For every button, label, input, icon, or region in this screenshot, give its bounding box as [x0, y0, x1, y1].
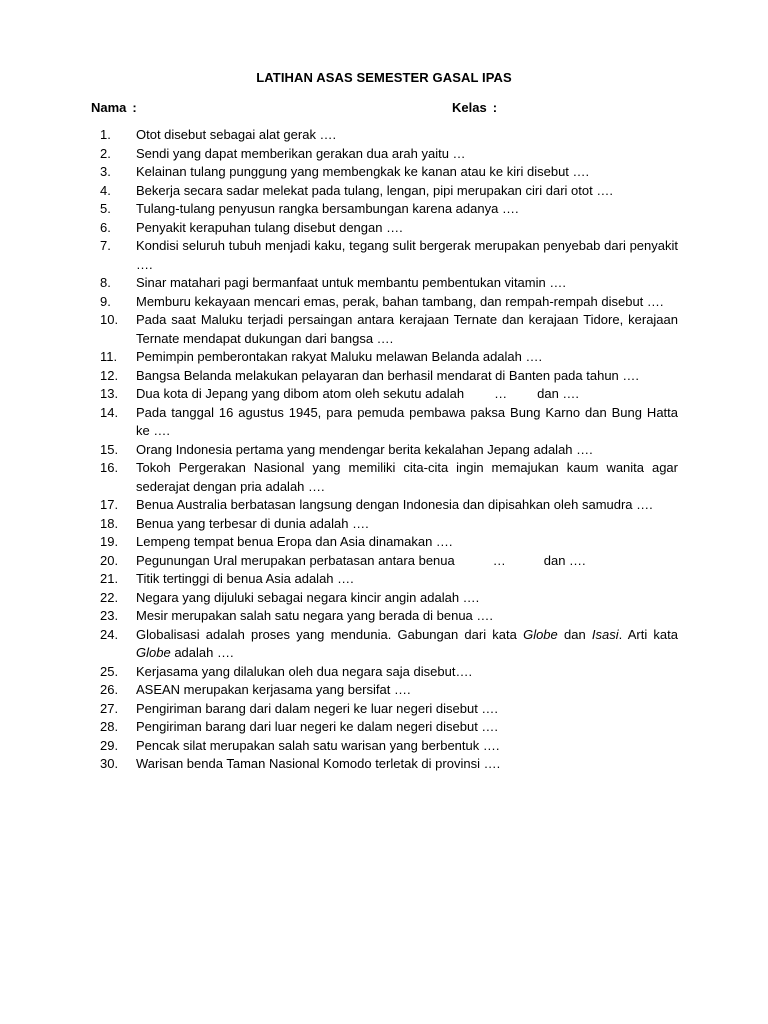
question-text: Mesir merupakan salah satu negara yang berada di benua …. [136, 608, 493, 623]
question-number: 15. [100, 441, 119, 457]
question-item [100, 237, 678, 274]
question-text: Negara yang dijuluki sebagai negara kincir angin adalah …. [136, 589, 480, 605]
name-field [91, 100, 137, 115]
question-text: Kerjasama yang dilalukan oleh dua negara saja disebut…. [136, 663, 473, 679]
question-text: Orang Indonesia pertama yang mendengar berita kekalahan Jepang adalah …. [136, 441, 593, 457]
question-item [100, 737, 678, 756]
name-label: Nama [91, 100, 127, 115]
question-blank: … [492, 552, 506, 568]
question-text: Pemimpin pemberontakan rakyat Maluku melawan Belanda adalah …. [136, 349, 543, 364]
question-item [100, 348, 678, 367]
class-label: Kelas [452, 100, 487, 115]
question-number: 10. [100, 312, 119, 327]
question-blank: … [494, 386, 508, 401]
question-number: 3. [100, 164, 111, 179]
question-item [100, 533, 678, 552]
question-item [100, 459, 678, 496]
question-item [100, 274, 678, 293]
question-number: 26. [100, 682, 119, 697]
question-number: 1. [100, 127, 111, 142]
question-text: Warisan benda Taman Nasional Komodo terletak di provinsi …. [136, 756, 501, 771]
question-number: 23. [100, 608, 119, 623]
question-term: Isasi [591, 626, 619, 642]
question-text: Titik tertinggi di benua Asia adalah …. [136, 571, 354, 586]
question-item [100, 496, 678, 515]
question-number: 7. [100, 238, 111, 253]
question-text-part: dan …. [537, 386, 580, 401]
question-number: 25. [100, 663, 119, 679]
question-number: 5. [100, 201, 111, 216]
question-text: Benua yang terbesar di dunia adalah …. [136, 515, 369, 531]
question-item [100, 182, 678, 201]
question-item [100, 515, 678, 534]
question-number: 6. [100, 219, 111, 235]
question-number: 11. [100, 349, 118, 364]
question-text: Bangsa Belanda melakukan pelayaran dan berhasil mendarat di Banten pada tahun …. [136, 367, 640, 383]
question-text: Pada tanggal 16 agustus 1945, para pemuda pembawa paksa Bung Karno dan Bung Hatta ke …. [136, 404, 678, 438]
question-item [100, 404, 678, 441]
question-item [100, 163, 678, 182]
question-text-part: Dua kota di Jepang yang dibom atom oleh sekutu adalah [136, 386, 465, 401]
question-item [100, 385, 678, 404]
question-text [136, 627, 678, 661]
question-text-part: Globalisasi adalah proses yang mendunia. Gabungan dari kata [136, 626, 517, 642]
question-item [100, 293, 678, 312]
question-text-part: . Arti kata [618, 626, 678, 642]
question-text-part: dan [563, 626, 586, 642]
question-item [100, 755, 678, 774]
question-item [100, 441, 678, 460]
question-text: Tokoh Pergerakan Nasional yang memiliki cita-cita ingin memajukan kaum wanita agar sederajat dengan pria adalah …. [136, 460, 678, 494]
question-text [136, 386, 579, 401]
question-item [100, 570, 678, 589]
question-number: 4. [100, 182, 111, 198]
question-item [100, 681, 678, 700]
question-item [100, 626, 678, 663]
question-item [100, 126, 678, 145]
question-item [100, 145, 678, 164]
question-text-part: Pegunungan Ural merupakan perbatasan antara benua [136, 552, 455, 568]
class-separator: : [492, 100, 498, 115]
question-item [100, 607, 678, 626]
question-number: 14. [100, 404, 119, 420]
question-number: 21. [100, 571, 119, 586]
document-title: LATIHAN ASAS SEMESTER GASAL IPAS [256, 70, 512, 85]
question-text: Kelainan tulang punggung yang membengkak ke kanan atau ke kiri disebut …. [136, 164, 590, 179]
question-number: 24. [100, 626, 119, 642]
question-number: 8. [100, 275, 111, 290]
question-number: 28. [100, 719, 119, 734]
question-item [100, 589, 678, 608]
question-text: Pencak silat merupakan salah satu warisan yang berbentuk …. [136, 737, 500, 753]
question-text: Otot disebut sebagai alat gerak …. [136, 127, 337, 142]
question-number: 29. [100, 737, 119, 753]
question-text: Lempeng tempat benua Eropa dan Asia dinamakan …. [136, 534, 453, 549]
question-number: 18. [100, 515, 119, 531]
question-text-part: adalah …. [174, 645, 234, 660]
question-number: 30. [100, 756, 119, 771]
question-text: Sinar matahari pagi bermanfaat untuk membantu pembentukan vitamin …. [136, 275, 566, 290]
question-text: Penyakit kerapuhan tulang disebut dengan …. [136, 219, 403, 235]
question-item [100, 663, 678, 682]
question-item [100, 311, 678, 348]
question-number: 27. [100, 700, 119, 716]
question-text: Tulang-tulang penyusun rangka bersambungan karena adanya …. [136, 201, 519, 216]
question-text-part: dan …. [543, 552, 586, 568]
name-separator: : [132, 100, 137, 115]
question-number: 20. [100, 552, 119, 568]
question-text: Pada saat Maluku terjadi persaingan antara kerajaan Ternate dan kerajaan Tidore, kerajaan Ternate mendapat dukungan dari bangsa …. [136, 312, 678, 346]
question-text: Memburu kekayaan mencari emas, perak, bahan tambang, dan rempah-rempah disebut …. [136, 293, 664, 309]
question-list [100, 126, 678, 774]
question-number: 12. [100, 367, 119, 383]
question-number: 9. [100, 293, 111, 309]
question-text: Kondisi seluruh tubuh menjadi kaku, tegang sulit bergerak merupakan penyebab dari penyakit …. [136, 238, 678, 272]
question-number: 22. [100, 589, 119, 605]
question-item [100, 367, 678, 386]
question-text: Pengiriman barang dari luar negeri ke dalam negeri disebut …. [136, 719, 499, 734]
question-item [100, 552, 678, 571]
question-text: Pengiriman barang dari dalam negeri ke luar negeri disebut …. [136, 700, 499, 716]
question-number: 2. [100, 145, 111, 161]
question-text: Sendi yang dapat memberikan gerakan dua arah yaitu … [136, 145, 466, 161]
question-number: 17. [100, 497, 119, 512]
question-term: Globe [523, 626, 558, 642]
question-item [100, 219, 678, 238]
question-text: Benua Australia berbatasan langsung dengan Indonesia dan dipisahkan oleh samudra …. [136, 497, 653, 512]
class-field [452, 100, 497, 115]
question-item [100, 718, 678, 737]
question-text [136, 553, 586, 568]
question-text: Bekerja secara sadar melekat pada tulang, lengan, pipi merupakan ciri dari otot …. [136, 182, 613, 198]
question-number: 19. [100, 534, 119, 549]
question-item [100, 200, 678, 219]
question-text: ASEAN merupakan kerjasama yang bersifat …. [136, 682, 411, 697]
question-number: 16. [100, 460, 119, 475]
question-item [100, 700, 678, 719]
question-term: Globe [136, 645, 171, 660]
question-number: 13. [100, 386, 119, 401]
